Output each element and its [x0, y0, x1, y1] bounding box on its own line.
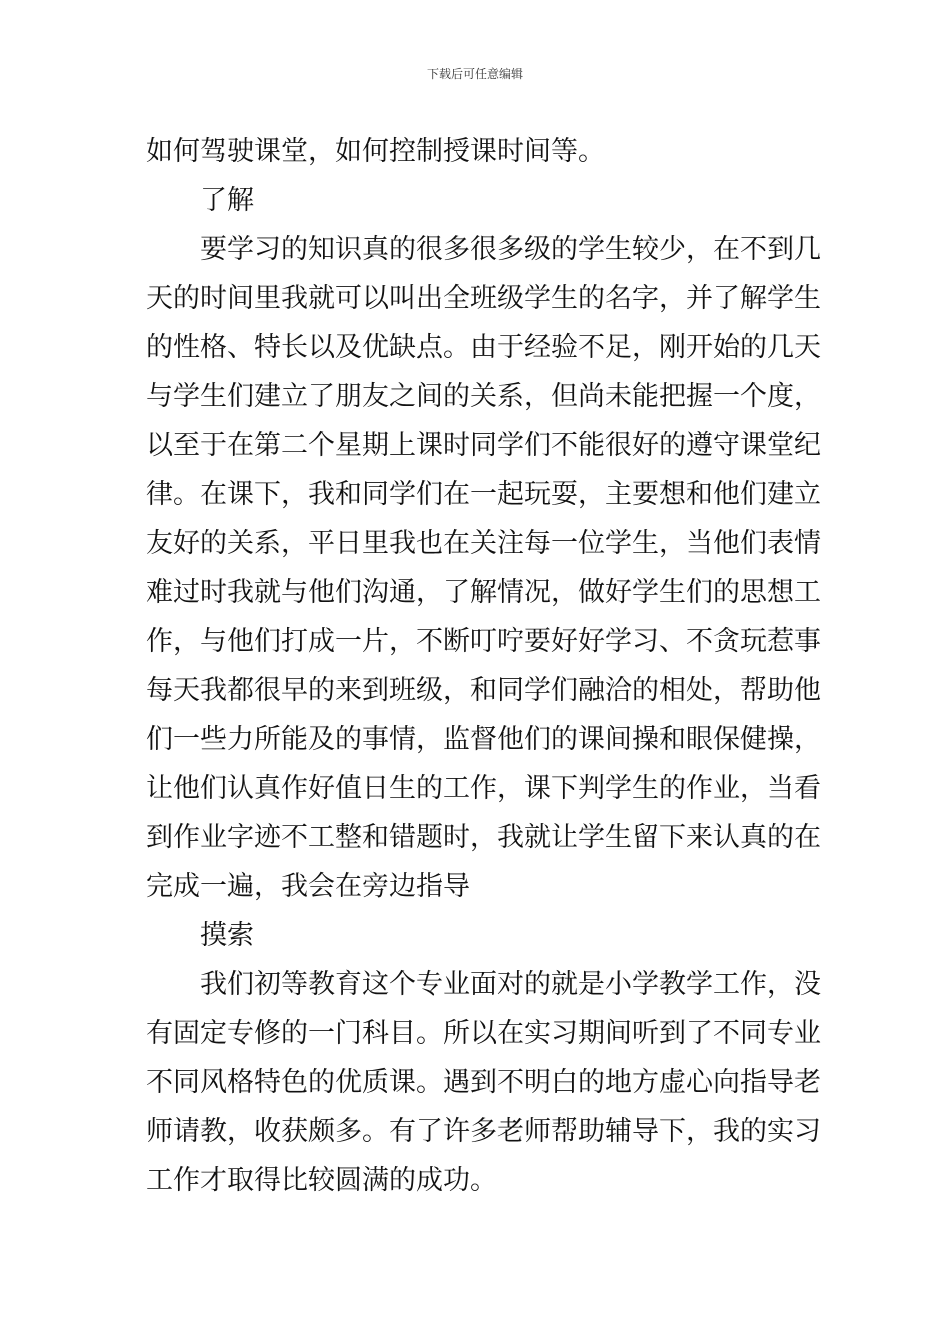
text-line: 与学生们建立了朋友之间的关系，但尚未能把握一个度，	[146, 381, 821, 412]
section-heading-exploration: 摸索	[200, 920, 254, 951]
text-line: 的性格、特长以及优缺点。由于经验不足，刚开始的几天	[146, 332, 821, 363]
text-line: 律。在课下，我和同学们在一起玩耍，主要想和他们建立	[146, 479, 821, 510]
text-line: 天的时间里我就可以叫出全班级学生的名字，并了解学生	[146, 283, 821, 314]
text-line: 每天我都很早的来到班级，和同学们融洽的相处，帮助他	[146, 675, 821, 706]
text-line: 难过时我就与他们沟通，了解情况，做好学生们的思想工	[146, 577, 821, 608]
text-line: 我们初等教育这个专业面对的就是小学教学工作，没	[200, 969, 821, 1000]
text-line: 们一些力所能及的事情，监督他们的课间操和眼保健操，	[146, 724, 821, 755]
text-line: 如何驾驶课堂，如何控制授课时间等。	[146, 136, 605, 167]
text-line: 师请教，收获颇多。有了许多老师帮助辅导下，我的实习	[146, 1116, 821, 1147]
header-note: 下载后可任意编辑	[426, 67, 523, 81]
text-line: 作，与他们打成一片，不断叮咛要好好学习、不贪玩惹事	[146, 626, 821, 657]
text-line: 有固定专修的一门科目。所以在实习期间听到了不同专业	[146, 1018, 821, 1049]
text-line: 完成一遍，我会在旁边指导	[146, 871, 470, 902]
body-text	[146, 127, 821, 1205]
section-heading-understanding: 了解	[200, 185, 254, 216]
text-line: 不同风格特色的优质课。遇到不明白的地方虚心向指导老	[146, 1067, 821, 1098]
text-line: 以至于在第二个星期上课时同学们不能很好的遵守课堂纪	[146, 430, 821, 461]
text-line: 友好的关系，平日里我也在关注每一位学生，当他们表情	[146, 528, 821, 559]
text-line: 工作才取得比较圆满的成功。	[146, 1165, 497, 1196]
text-line: 让他们认真作好值日生的工作，课下判学生的作业，当看	[146, 773, 821, 804]
text-line: 到作业字迹不工整和错题时，我就让学生留下来认真的在	[146, 822, 821, 853]
text-line: 要学习的知识真的很多很多级的学生较少，在不到几	[200, 234, 821, 265]
